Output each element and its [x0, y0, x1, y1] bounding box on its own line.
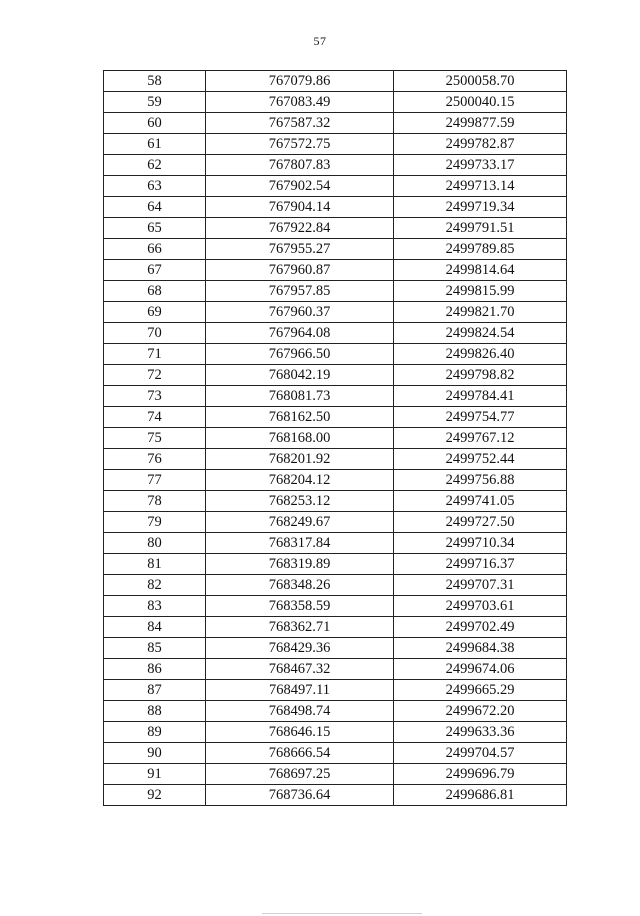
x-coordinate-cell: 768467.32	[206, 659, 394, 680]
y-coordinate-cell: 2499703.61	[394, 596, 567, 617]
point-index-cell: 60	[104, 113, 206, 134]
y-coordinate-cell: 2499826.40	[394, 344, 567, 365]
point-index-cell: 89	[104, 722, 206, 743]
y-coordinate-cell: 2499686.81	[394, 785, 567, 806]
table-row	[104, 239, 567, 260]
y-coordinate-cell: 2499815.99	[394, 281, 567, 302]
table-row	[104, 344, 567, 365]
point-index-cell: 74	[104, 407, 206, 428]
table-row	[104, 365, 567, 386]
point-index-cell: 64	[104, 197, 206, 218]
table-row	[104, 680, 567, 701]
table-row	[104, 785, 567, 806]
x-coordinate-cell: 768666.54	[206, 743, 394, 764]
point-index-cell: 61	[104, 134, 206, 155]
y-coordinate-cell: 2499784.41	[394, 386, 567, 407]
scan-artifact-line	[262, 913, 422, 914]
y-coordinate-cell: 2499877.59	[394, 113, 567, 134]
point-index-cell: 69	[104, 302, 206, 323]
table-row	[104, 260, 567, 281]
point-index-cell: 71	[104, 344, 206, 365]
point-index-cell: 88	[104, 701, 206, 722]
table-row	[104, 617, 567, 638]
x-coordinate-cell: 768317.84	[206, 533, 394, 554]
x-coordinate-cell: 768697.25	[206, 764, 394, 785]
x-coordinate-cell: 767922.84	[206, 218, 394, 239]
x-coordinate-cell: 767960.37	[206, 302, 394, 323]
table-row	[104, 701, 567, 722]
point-index-cell: 80	[104, 533, 206, 554]
page-number: 57	[313, 34, 327, 48]
point-index-cell: 86	[104, 659, 206, 680]
y-coordinate-cell: 2499633.36	[394, 722, 567, 743]
x-coordinate-cell: 768319.89	[206, 554, 394, 575]
y-coordinate-cell: 2499665.29	[394, 680, 567, 701]
y-coordinate-cell: 2499741.05	[394, 491, 567, 512]
table-row	[104, 659, 567, 680]
table-row	[104, 470, 567, 491]
point-index-cell: 81	[104, 554, 206, 575]
point-index-cell: 87	[104, 680, 206, 701]
x-coordinate-cell: 768429.36	[206, 638, 394, 659]
x-coordinate-cell: 768201.92	[206, 449, 394, 470]
point-index-cell: 75	[104, 428, 206, 449]
table-row	[104, 596, 567, 617]
table-row	[104, 764, 567, 785]
point-index-cell: 82	[104, 575, 206, 596]
table-row	[104, 743, 567, 764]
point-index-cell: 63	[104, 176, 206, 197]
x-coordinate-cell: 767587.32	[206, 113, 394, 134]
table-row	[104, 218, 567, 239]
x-coordinate-cell: 768736.64	[206, 785, 394, 806]
point-index-cell: 92	[104, 785, 206, 806]
x-coordinate-cell: 768168.00	[206, 428, 394, 449]
table-row	[104, 302, 567, 323]
x-coordinate-cell: 768081.73	[206, 386, 394, 407]
point-index-cell: 58	[104, 71, 206, 92]
x-coordinate-cell: 767904.14	[206, 197, 394, 218]
x-coordinate-cell: 768042.19	[206, 365, 394, 386]
x-coordinate-cell: 767902.54	[206, 176, 394, 197]
point-index-cell: 70	[104, 323, 206, 344]
point-index-cell: 66	[104, 239, 206, 260]
y-coordinate-cell: 2499782.87	[394, 134, 567, 155]
y-coordinate-cell: 2499754.77	[394, 407, 567, 428]
x-coordinate-cell: 768253.12	[206, 491, 394, 512]
x-coordinate-cell: 768204.12	[206, 470, 394, 491]
table-row	[104, 512, 567, 533]
x-coordinate-cell: 767957.85	[206, 281, 394, 302]
point-index-cell: 67	[104, 260, 206, 281]
table-row	[104, 281, 567, 302]
y-coordinate-cell: 2499684.38	[394, 638, 567, 659]
x-coordinate-cell: 768362.71	[206, 617, 394, 638]
y-coordinate-cell: 2499789.85	[394, 239, 567, 260]
point-index-cell: 76	[104, 449, 206, 470]
x-coordinate-cell: 768249.67	[206, 512, 394, 533]
point-index-cell: 91	[104, 764, 206, 785]
y-coordinate-cell: 2499756.88	[394, 470, 567, 491]
y-coordinate-cell: 2499713.14	[394, 176, 567, 197]
y-coordinate-cell: 2500058.70	[394, 71, 567, 92]
x-coordinate-cell: 768498.74	[206, 701, 394, 722]
y-coordinate-cell: 2499798.82	[394, 365, 567, 386]
y-coordinate-cell: 2500040.15	[394, 92, 567, 113]
y-coordinate-cell: 2499733.17	[394, 155, 567, 176]
x-coordinate-cell: 767572.75	[206, 134, 394, 155]
table-row	[104, 428, 567, 449]
table-row	[104, 722, 567, 743]
table-row	[104, 176, 567, 197]
x-coordinate-cell: 768646.15	[206, 722, 394, 743]
point-index-cell: 59	[104, 92, 206, 113]
y-coordinate-cell: 2499674.06	[394, 659, 567, 680]
point-index-cell: 68	[104, 281, 206, 302]
point-index-cell: 72	[104, 365, 206, 386]
y-coordinate-cell: 2499752.44	[394, 449, 567, 470]
table-row	[104, 323, 567, 344]
point-index-cell: 77	[104, 470, 206, 491]
table-row	[104, 449, 567, 470]
x-coordinate-cell: 767955.27	[206, 239, 394, 260]
y-coordinate-cell: 2499719.34	[394, 197, 567, 218]
table-row	[104, 197, 567, 218]
table-row	[104, 638, 567, 659]
point-index-cell: 84	[104, 617, 206, 638]
y-coordinate-cell: 2499672.20	[394, 701, 567, 722]
y-coordinate-cell: 2499824.54	[394, 323, 567, 344]
y-coordinate-cell: 2499821.70	[394, 302, 567, 323]
table-row	[104, 386, 567, 407]
point-index-cell: 65	[104, 218, 206, 239]
y-coordinate-cell: 2499702.49	[394, 617, 567, 638]
point-index-cell: 78	[104, 491, 206, 512]
y-coordinate-cell: 2499791.51	[394, 218, 567, 239]
point-index-cell: 62	[104, 155, 206, 176]
table-row	[104, 71, 567, 92]
table-row	[104, 113, 567, 134]
table-row	[104, 554, 567, 575]
x-coordinate-cell: 768162.50	[206, 407, 394, 428]
y-coordinate-cell: 2499814.64	[394, 260, 567, 281]
y-coordinate-cell: 2499707.31	[394, 575, 567, 596]
x-coordinate-cell: 768497.11	[206, 680, 394, 701]
point-index-cell: 90	[104, 743, 206, 764]
point-index-cell: 79	[104, 512, 206, 533]
x-coordinate-cell: 768358.59	[206, 596, 394, 617]
y-coordinate-cell: 2499710.34	[394, 533, 567, 554]
x-coordinate-cell: 767083.49	[206, 92, 394, 113]
table-row	[104, 155, 567, 176]
y-coordinate-cell: 2499727.50	[394, 512, 567, 533]
point-index-cell: 73	[104, 386, 206, 407]
point-index-cell: 83	[104, 596, 206, 617]
x-coordinate-cell: 767966.50	[206, 344, 394, 365]
y-coordinate-cell: 2499767.12	[394, 428, 567, 449]
x-coordinate-cell: 767960.87	[206, 260, 394, 281]
table-row	[104, 491, 567, 512]
table-row	[104, 407, 567, 428]
coordinates-table	[103, 70, 567, 806]
table-row	[104, 92, 567, 113]
coordinates-table-body	[104, 71, 567, 806]
table-row	[104, 134, 567, 155]
table-row	[104, 575, 567, 596]
x-coordinate-cell: 767079.86	[206, 71, 394, 92]
point-index-cell: 85	[104, 638, 206, 659]
x-coordinate-cell: 768348.26	[206, 575, 394, 596]
x-coordinate-cell: 767964.08	[206, 323, 394, 344]
y-coordinate-cell: 2499716.37	[394, 554, 567, 575]
y-coordinate-cell: 2499704.57	[394, 743, 567, 764]
y-coordinate-cell: 2499696.79	[394, 764, 567, 785]
table-row	[104, 533, 567, 554]
x-coordinate-cell: 767807.83	[206, 155, 394, 176]
